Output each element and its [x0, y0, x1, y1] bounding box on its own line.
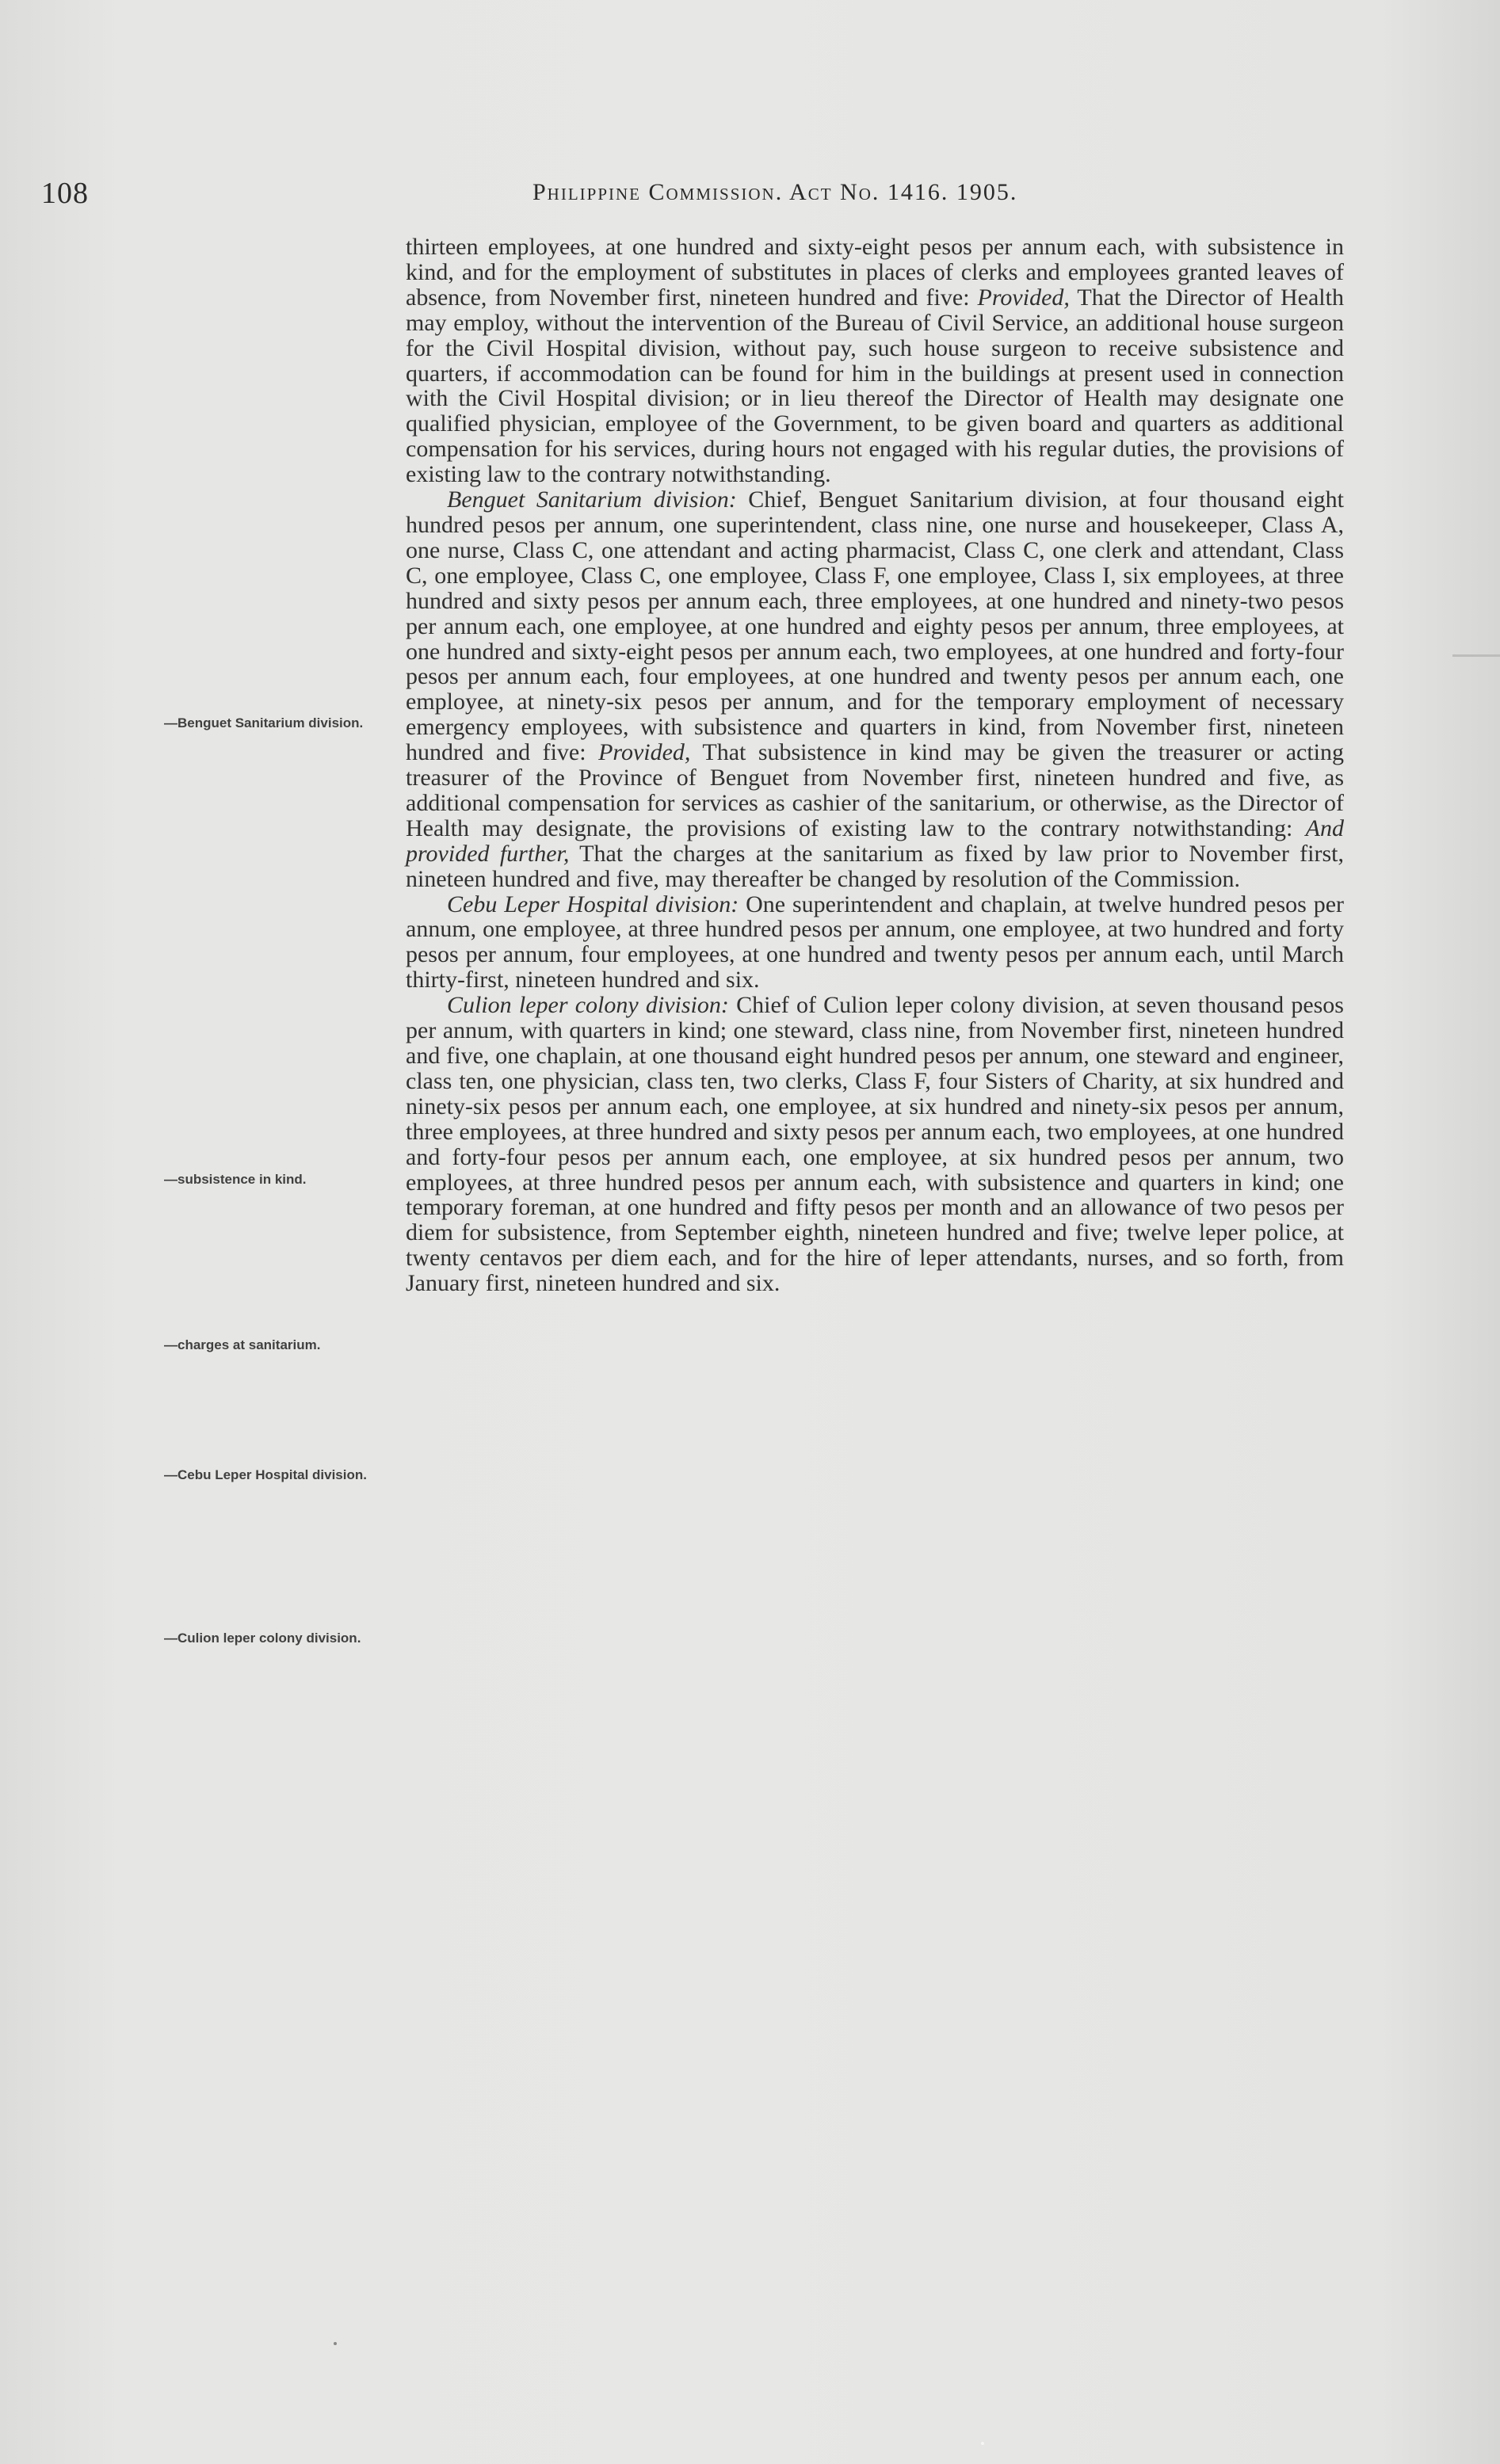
paragraph-benguet-sanitarium	[406, 487, 1344, 892]
paragraph-text: That the Director of Health may employ, without the intervention of the Bureau of Civil Service, an additional house surgeon for the Civil Hospital division, without pay, such house surgeon to receive subsistence and quarters, if accommodation can be found for him in the buildings at present used in connection with the Civil Hospital division; or in lieu thereof the Director of Health may designate one qualified physician, employee of the Government, to be given board and quarters as additional compensation for his services, during hours not engaged with his regular duties, the provisions of existing law to the contrary notwithstanding.	[406, 284, 1344, 488]
paragraph-text: Chief, Benguet Sanitarium division, at four thousand eight hundred pesos per annum, one superintendent, class nine, one nurse and housekeeper, Class A, one nurse, Class C, one attendant and acting pharmacist, Class C, one clerk and attendant, Class C, one employee, Class C, one employee, Class F, one employee, Class I, six employees, at three hundred and sixty pesos per annum each, three employees, at one hundred and ninety-two pesos per annum each, one employee, at one hundred and eighty pesos per annum, three employees, at one hundred and sixty-eight pesos per annum each, two employees, at one hundred and forty-four pesos per annum each, four employees, at one hundred and twenty pesos per annum each, one employee, at ninety-six pesos per annum, and for the temporary employment of necessary emergency employees, with subsistence and quarters in kind, from November first, nineteen hundred and five:	[406, 486, 1344, 766]
page-header	[41, 176, 1388, 223]
sidenote-culion-leper-colony: —Culion leper colony division.	[164, 1631, 361, 1646]
paragraph-text: thirteen employees, at one hundred and sixty-eight pesos per annum each, with subsistence in kind, and for the employment of substitutes in places of clerks and employees granted leaves of absence, from November first, nineteen hundred and five:	[406, 234, 1344, 311]
proviso-label: Provided,	[977, 284, 1070, 311]
page-number: 108	[41, 177, 89, 210]
paragraph-text: That subsistence in kind may be given the treasurer or acting treasurer of the Province of Benguet from November first, nineteen hundred and five, as additional compensation for services as cashier of the sanitarium, or otherwise, as the Director of Health may designate, the provisions of existing law to the contrary notwithstanding:	[406, 739, 1344, 841]
division-title: Cebu Leper Hospital division:	[447, 891, 739, 917]
paragraph-culion-leper-colony	[406, 993, 1344, 1296]
sidenote-benguet-sanitarium: —Benguet Sanitarium division.	[164, 715, 364, 730]
page-edge-mark	[1452, 654, 1500, 657]
division-title: Culion leper colony division:	[447, 992, 729, 1019]
paragraph-cebu-leper-hospital	[406, 892, 1344, 994]
body-text	[406, 235, 1344, 1296]
paragraph-text: One superintendent and chaplain, at twelve hundred pesos per annum, one employee, at three hundred pesos per annum, one employee, at two hundred and forty pesos per annum, four employees, at one hundred and twenty pesos per annum each, until March thirty-first, nineteen hundred and six.	[406, 891, 1345, 994]
running-head: Philippine Commission. Act No. 1416. 1905.	[532, 179, 1018, 205]
paragraph-text: Chief of Culion leper colony division, at seven thousand pesos per annum, with quarters in kind; one steward, class nine, from November first, nineteen hundred and five, one chaplain, at one thousand eight hundred pesos per annum, one steward and engineer, class ten, one physician, class ten, two clerks, Class F, four Sisters of Charity, at six hundred and ninety-six pesos per annum each, one employee, at six hundred and ninety-six pesos per annum, three employees, at three hundred and sixty pesos per annum each, two employees, at one hundred and forty-four pesos per annum each, one employee, at six hundred pesos per annum, two employees, at three hundred pesos per annum each, with subsistence and quarters in kind; one temporary foreman, at one hundred and fifty pesos per month and an allowance of two pesos per diem for subsistence, from September eighth, nineteen hundred and five; twelve leper police, at twenty centavos per diem each, and for the hire of leper attendants, nurses, and so forth, from January first, nineteen hundred and six.	[406, 992, 1344, 1297]
division-title: Benguet Sanitarium division:	[447, 486, 737, 513]
sidenote-charges-at-sanitarium: —charges at sanitarium.	[164, 1337, 321, 1352]
ink-speck	[334, 2342, 337, 2345]
paper-speck	[981, 2442, 984, 2445]
paragraph-text: That the charges at the sanitarium as fixed by law prior to November first, nineteen hundred and five, may thereafter be changed by resolution of the Commission.	[406, 840, 1344, 892]
sidenote-cebu-leper-hospital: —Cebu Leper Hospital division.	[164, 1467, 367, 1482]
sidenote-subsistence-in-kind: —subsistence in kind.	[164, 1172, 307, 1187]
paragraph-civil-hospital-continued	[406, 235, 1344, 487]
proviso-label: And provided further,	[406, 814, 1344, 867]
proviso-label: Provided,	[598, 739, 691, 766]
